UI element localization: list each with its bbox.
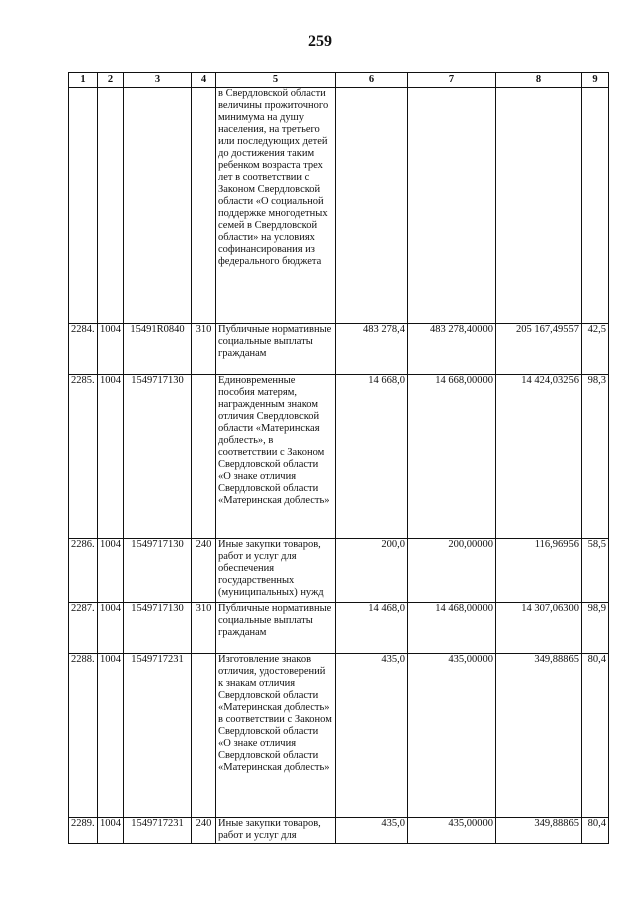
approved-amount: 200,0 xyxy=(336,539,408,603)
execution-percent: 80,4 xyxy=(582,654,609,818)
column-header: 9 xyxy=(582,73,609,88)
executed-amount: 14 307,06300 xyxy=(496,603,582,654)
budget-table xyxy=(68,72,609,844)
item-name: Иные закупки товаров, работ и услуг для xyxy=(216,818,336,844)
row-number: 2286. xyxy=(69,539,98,603)
item-name: Иные закупки товаров, работ и услуг для обеспечения государственных (муниципальных) нужд xyxy=(216,539,336,603)
table-row xyxy=(69,539,609,603)
executed-amount: 116,96956 xyxy=(496,539,582,603)
table-row xyxy=(69,375,609,539)
approved-amount: 435,0 xyxy=(336,818,408,844)
executed-amount: 14 424,03256 xyxy=(496,375,582,539)
approved-amount: 14 468,0 xyxy=(336,603,408,654)
expense-type-code: 310 xyxy=(192,603,216,654)
target-article-code: 1549717231 xyxy=(124,654,192,818)
target-article-code xyxy=(124,88,192,324)
expense-type-code xyxy=(192,654,216,818)
executed-amount: 205 167,49557 xyxy=(496,324,582,375)
budget-amount: 435,00000 xyxy=(408,818,496,844)
budget-amount: 200,00000 xyxy=(408,539,496,603)
budget-amount xyxy=(408,88,496,324)
execution-percent: 58,5 xyxy=(582,539,609,603)
item-name: Единовременные пособия матерям, награжденным знаком отличия Свердловской области «Материнская доблесть», в соответствии с Законом Свердловской области «О знаке отличия Свердловской области «Материнская доблесть» xyxy=(216,375,336,539)
row-number: 2289. xyxy=(69,818,98,844)
expense-type-code: 240 xyxy=(192,818,216,844)
approved-amount xyxy=(336,88,408,324)
column-header: 6 xyxy=(336,73,408,88)
target-article-code: 1549717130 xyxy=(124,539,192,603)
section-code xyxy=(98,88,124,324)
target-article-code: 1549717130 xyxy=(124,603,192,654)
approved-amount: 14 668,0 xyxy=(336,375,408,539)
section-code: 1004 xyxy=(98,818,124,844)
item-name: Публичные нормативные социальные выплаты гражданам xyxy=(216,603,336,654)
table-row xyxy=(69,603,609,654)
section-code: 1004 xyxy=(98,375,124,539)
column-header: 3 xyxy=(124,73,192,88)
column-header: 1 xyxy=(69,73,98,88)
row-number: 2284. xyxy=(69,324,98,375)
column-header: 2 xyxy=(98,73,124,88)
table-header-row xyxy=(69,73,609,88)
execution-percent: 42,5 xyxy=(582,324,609,375)
table-row xyxy=(69,654,609,818)
budget-amount: 435,00000 xyxy=(408,654,496,818)
table-row xyxy=(69,818,609,844)
expense-type-code xyxy=(192,88,216,324)
target-article-code: 15491R0840 xyxy=(124,324,192,375)
execution-percent: 98,3 xyxy=(582,375,609,539)
row-number: 2287. xyxy=(69,603,98,654)
executed-amount: 349,88865 xyxy=(496,654,582,818)
section-code: 1004 xyxy=(98,603,124,654)
item-name: Изготовление знаков отличия, удостоверений к знакам отличия Свердловской области «Материнская доблесть» в соответствии с Законом Свердловской области «О знаке отличия Свердловской области «Материнская доблесть» xyxy=(216,654,336,818)
column-header: 5 xyxy=(216,73,336,88)
expense-type-code: 310 xyxy=(192,324,216,375)
table-row xyxy=(69,88,609,324)
column-header: 7 xyxy=(408,73,496,88)
budget-amount: 14 468,00000 xyxy=(408,603,496,654)
row-number: 2288. xyxy=(69,654,98,818)
execution-percent: 80,4 xyxy=(582,818,609,844)
row-number: 2285. xyxy=(69,375,98,539)
page-number: 259 xyxy=(308,33,332,50)
item-name: Публичные нормативные социальные выплаты гражданам xyxy=(216,324,336,375)
execution-percent: 98,9 xyxy=(582,603,609,654)
executed-amount xyxy=(496,88,582,324)
section-code: 1004 xyxy=(98,539,124,603)
table-row xyxy=(69,324,609,375)
expense-type-code xyxy=(192,375,216,539)
executed-amount: 349,88865 xyxy=(496,818,582,844)
budget-amount: 14 668,00000 xyxy=(408,375,496,539)
column-header: 4 xyxy=(192,73,216,88)
execution-percent xyxy=(582,88,609,324)
column-header: 8 xyxy=(496,73,582,88)
target-article-code: 1549717130 xyxy=(124,375,192,539)
row-number xyxy=(69,88,98,324)
section-code: 1004 xyxy=(98,324,124,375)
section-code: 1004 xyxy=(98,654,124,818)
budget-amount: 483 278,40000 xyxy=(408,324,496,375)
expense-type-code: 240 xyxy=(192,539,216,603)
approved-amount: 435,0 xyxy=(336,654,408,818)
target-article-code: 1549717231 xyxy=(124,818,192,844)
approved-amount: 483 278,4 xyxy=(336,324,408,375)
item-name: в Свердловской области величины прожиточного минимума на душу населения, на третьего или последующих детей до достижения таким ребенком возраста трех лет в соответствии с Законом Свердловской области «О социальной поддержке многодетных семей в Свердловской области» на условиях софинансирования из федерального бюджета xyxy=(216,88,336,324)
